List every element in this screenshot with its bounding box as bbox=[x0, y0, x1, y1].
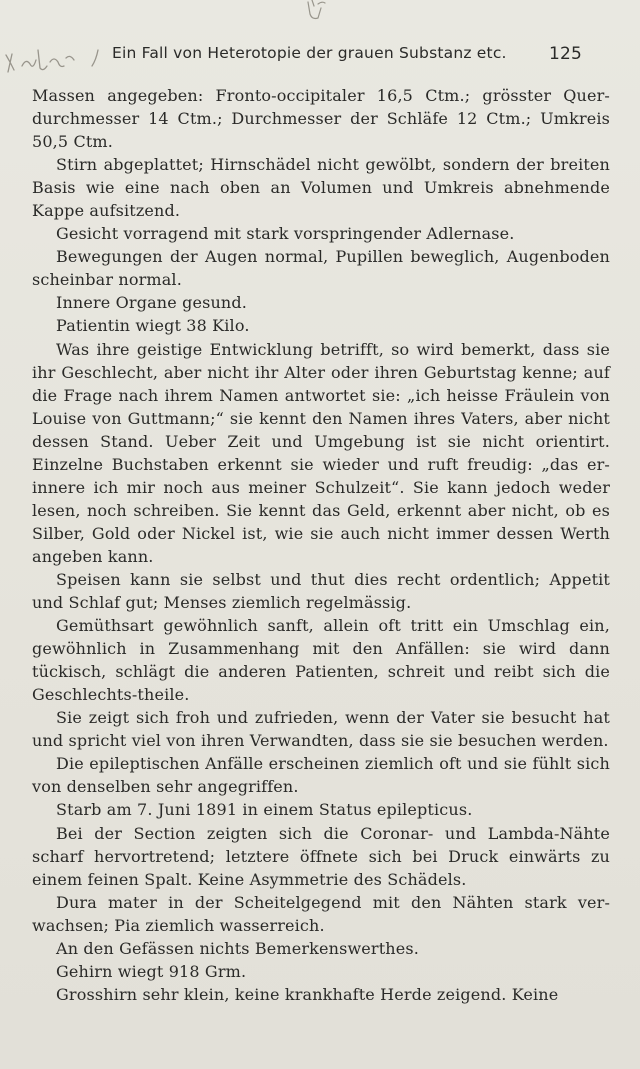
paragraph: Grosshirn sehr klein, keine krankhafte Herde zeigend. Keine bbox=[56, 984, 559, 1004]
pencil-scribble-top bbox=[308, 0, 325, 19]
paragraph: Massen angegeben: Fronto-occipitaler 16,5 Ctm.; grösster Quer-durchmesser 14 Ctm.; Durchmesser der Schläfe 12 Ctm.; Umkreis 50,5 Ctm. bbox=[32, 86, 610, 152]
running-title: Ein Fall von Heterotopie der grauen Substanz etc. bbox=[112, 44, 507, 62]
paragraph: Bei der Section zeigten sich die Coronar- und Lambda-Nähte scharf hervortretend; letztere öffnete sich bei Druck einwärts zu einem feinen Spalt. Keine Asymmetrie des Schädels. bbox=[32, 823, 610, 889]
paragraph: Gemüthsart gewöhnlich sanft, allein oft tritt ein Umschlag ein, gewöhnlich in Zusammenhang mit den Anfällen: sie wird dann tückisch, schlägt die anderen Patienten, schreit und reibt sich die Geschlechts-theile. bbox=[32, 616, 610, 705]
paragraph: Speisen kann sie selbst und thut dies recht ordentlich; Appetit und Schlaf gut; Menses ziemlich regelmässig. bbox=[32, 569, 610, 613]
paragraph: Gesicht vorragend mit stark vorspringender Adlernase. bbox=[56, 224, 515, 244]
pencil-annotation-left bbox=[6, 50, 98, 72]
paragraph: Stirn abgeplattet; Hirnschädel nicht gewölbt, sondern der breiten Basis wie eine nach oben an Volumen und Umkreis abnehmende Kappe aufsitzend. bbox=[32, 155, 610, 221]
paragraph: Bewegungen der Augen normal, Pupillen beweglich, Augenboden scheinbar normal. bbox=[32, 247, 610, 290]
page-header bbox=[112, 44, 582, 70]
paragraph: Dura mater in der Scheitelgegend mit den Nähten stark ver-wachsen; Pia ziemlich wasserreich. bbox=[32, 892, 610, 935]
paragraph: Innere Organe gesund. bbox=[56, 293, 248, 313]
paragraph: Die epileptischen Anfälle erscheinen ziemlich oft und sie fühlt sich von denselben sehr angegriffen. bbox=[32, 754, 610, 797]
paragraph: Starb am 7. Juni 1891 in einem Status epilepticus. bbox=[56, 800, 473, 820]
paragraph: Gehirn wiegt 918 Grm. bbox=[56, 961, 247, 981]
paragraph: Sie zeigt sich froh und zufrieden, wenn der Vater sie besucht hat und spricht viel von ihren Verwandten, dass sie sie besuchen werden. bbox=[32, 708, 610, 751]
paragraph: Was ihre geistige Entwicklung betrifft, so wird bemerkt, dass sie ihr Geschlecht, aber nicht ihr Alter oder ihren Geburtstag kenne; auf die Frage nach ihrem Namen antwortet sie: „ich heisse Fräulein von Louise von Guttmann;“ sie kennt den Namen ihres Vaters, aber nicht dessen Stand. Ueber Zeit und Umgebung ist sie nicht orientirt. Einzelne Buchstaben erkennt sie wieder und ruft freudig: „das er-innere ich mir noch aus meiner Schulzeit“. Sie kann jedoch weder lesen, noch schreiben. Sie kennt das Geld, erkennt aber nicht, ob es Silber, Gold oder Nickel ist, wie sie auch nicht immer dessen Werth angeben kann. bbox=[32, 339, 610, 566]
paragraph: An den Gefässen nichts Bemerkenswerthes. bbox=[56, 938, 419, 958]
page-number: 125 bbox=[548, 44, 582, 64]
body-text bbox=[32, 84, 610, 1006]
paragraph: Patientin wiegt 38 Kilo. bbox=[56, 316, 250, 336]
